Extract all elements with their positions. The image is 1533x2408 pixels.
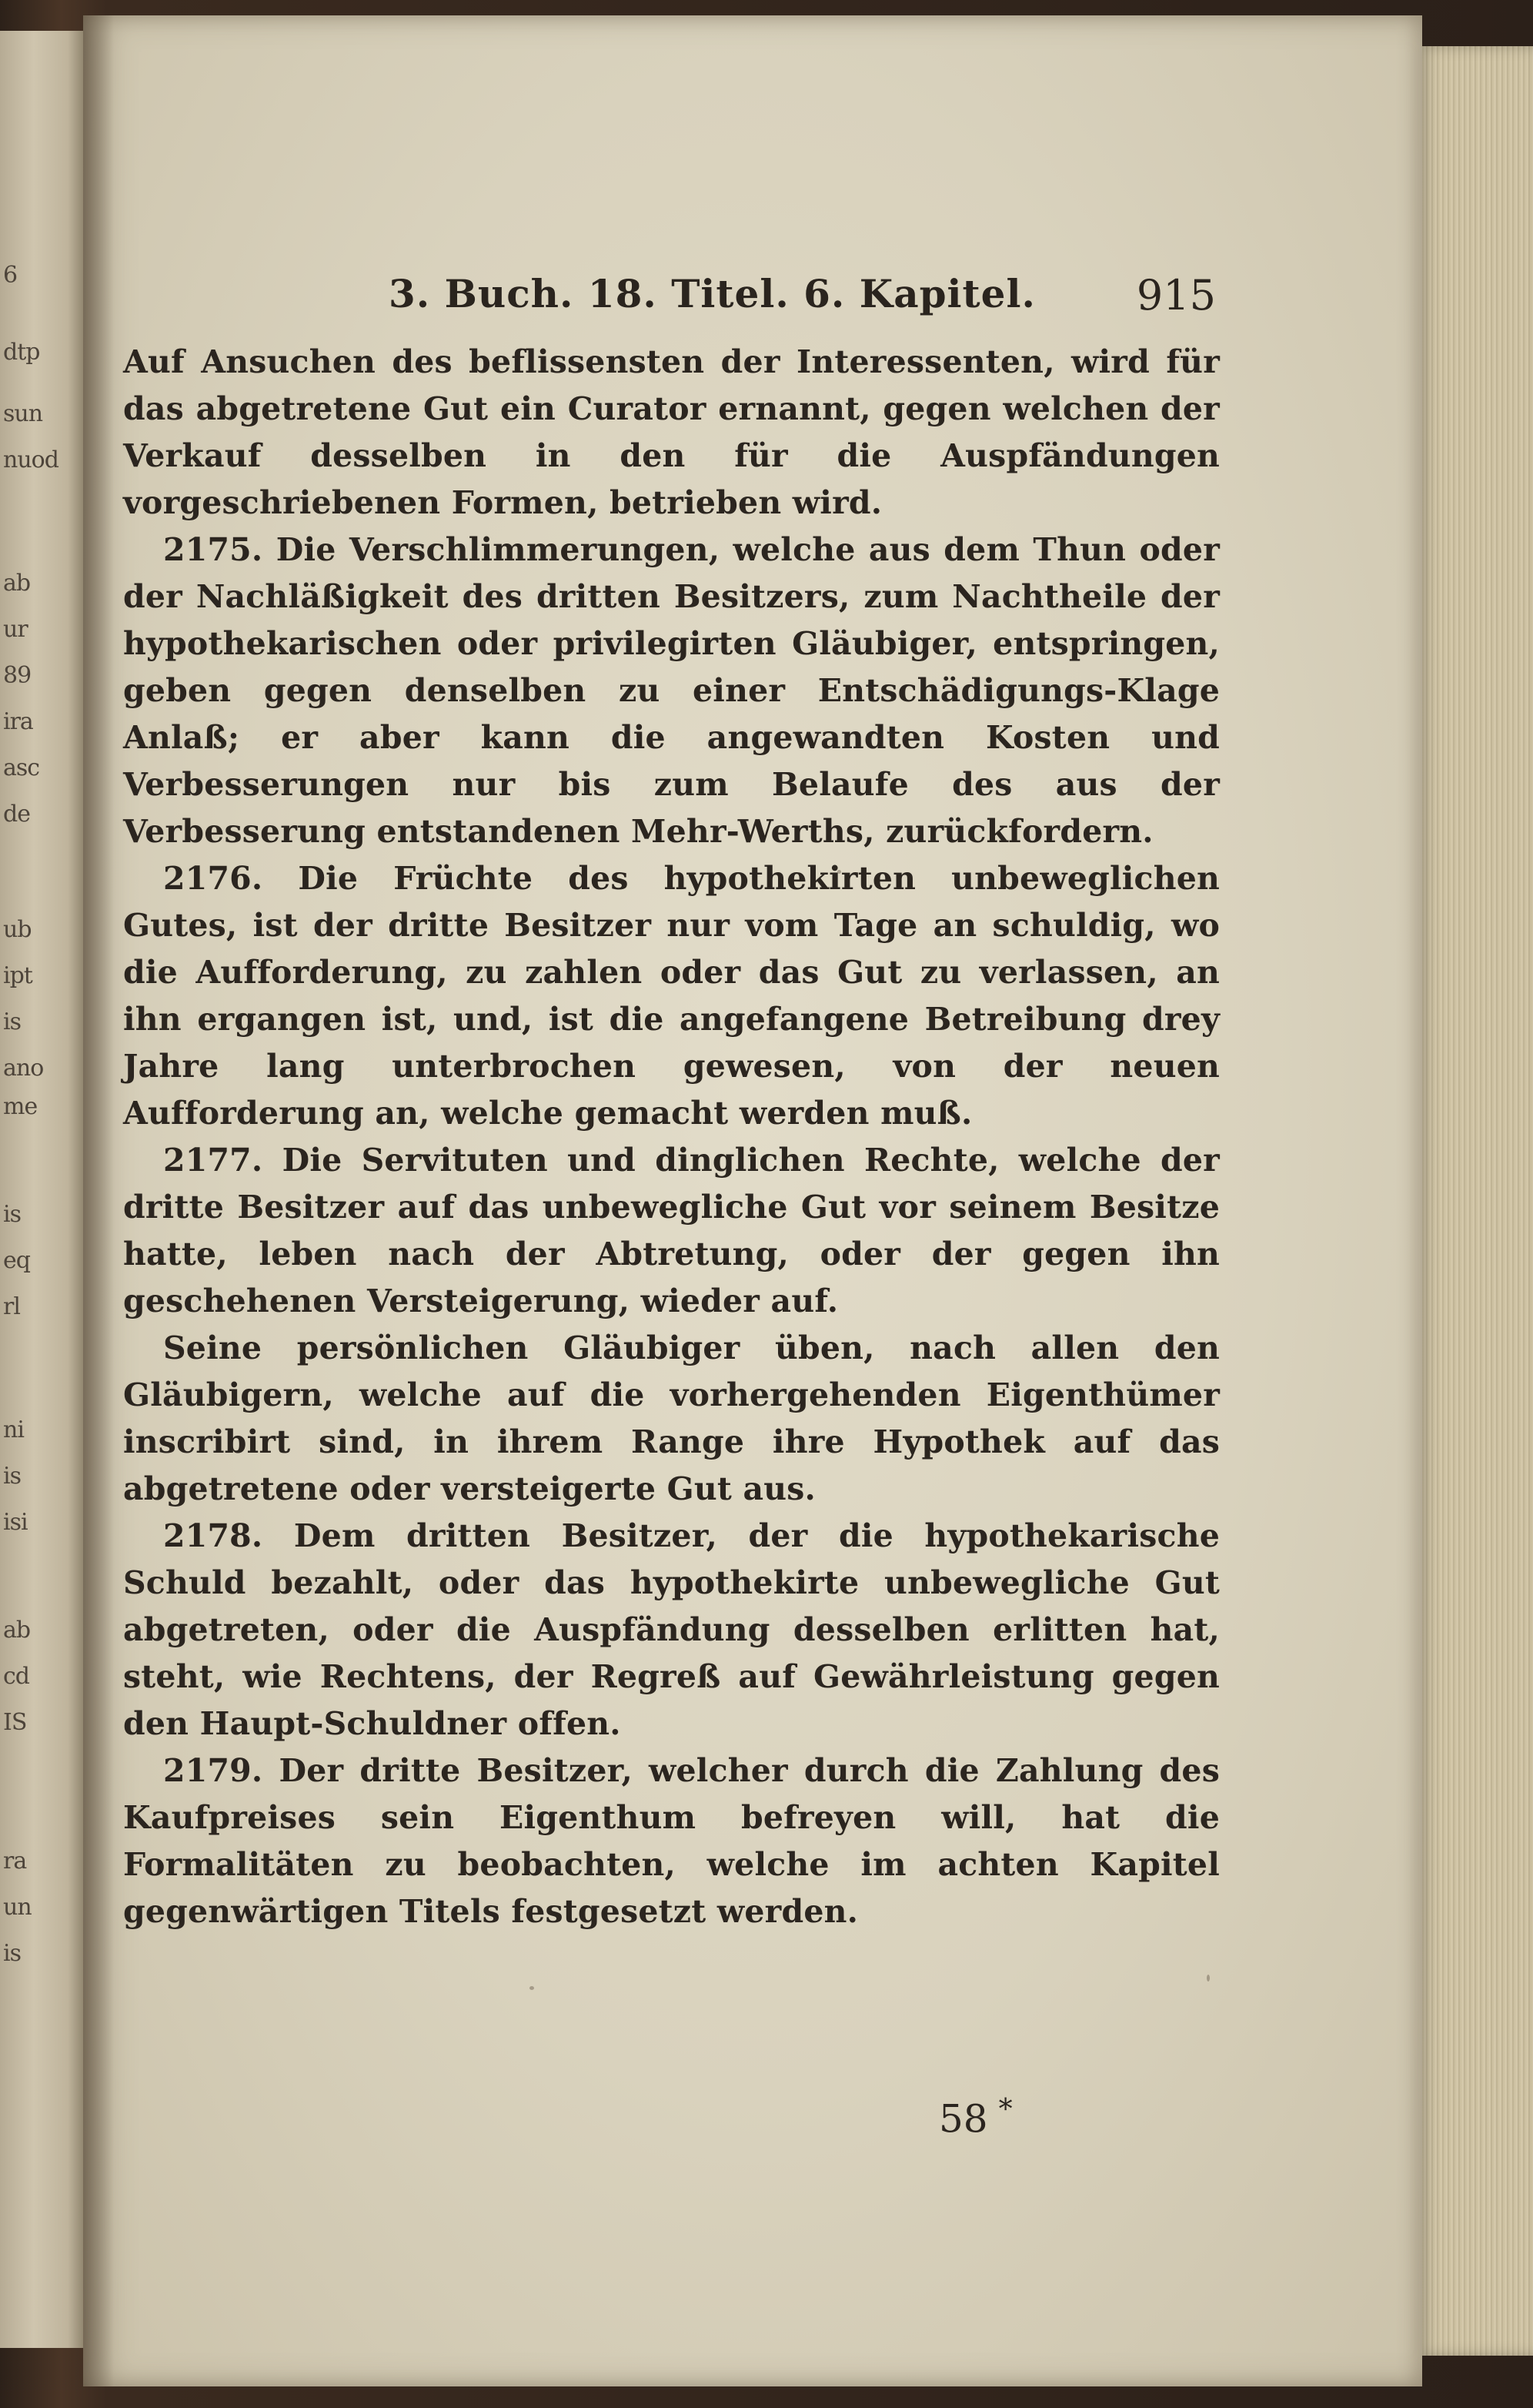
left-fragment: ab bbox=[3, 1617, 31, 1644]
left-fragment: IS bbox=[3, 1709, 27, 1736]
left-fragment: ano bbox=[3, 1055, 44, 1082]
signature-number: 58 bbox=[939, 2096, 988, 2142]
left-fragment: un bbox=[3, 1894, 32, 1921]
paper-speck bbox=[1207, 1975, 1210, 1982]
left-fragment: isi bbox=[3, 1509, 28, 1536]
left-fragment: 89 bbox=[3, 662, 32, 689]
left-fragment: dtp bbox=[3, 339, 40, 366]
page-number: 915 bbox=[1136, 271, 1216, 319]
left-fragment: rl bbox=[3, 1293, 20, 1320]
page-fore-edge bbox=[1418, 46, 1533, 2356]
left-fragment: de bbox=[3, 801, 30, 828]
left-page-sliver bbox=[0, 31, 85, 2348]
left-fragment: ira bbox=[3, 708, 33, 735]
gutter-shadow bbox=[83, 15, 114, 2386]
left-fragment: asc bbox=[3, 754, 40, 781]
running-head-title: 3. Buch. 18. Titel. 6. Kapitel. bbox=[389, 271, 1036, 316]
left-fragment: eq bbox=[3, 1247, 30, 1274]
left-fragment: nuod bbox=[3, 446, 58, 473]
left-fragment: is bbox=[3, 1201, 21, 1228]
left-fragment: ab bbox=[3, 570, 31, 597]
left-fragment: is bbox=[3, 1463, 21, 1490]
paragraph: 2176. Die Früchte des hypothekirten unbeweglichen Gutes, ist der dritte Besitzer nur vom Tage an schuldig, wo die Aufforderung, zu zahlen oder das Gut zu verlassen, an ihn ergangen ist, und, ist die angefangene Betreibung drey Jahre lang unterbrochen gewesen, von der neuen Aufforderung an, welche gemacht werden muß. bbox=[123, 860, 1220, 1132]
left-fragment: is bbox=[3, 1940, 21, 1967]
left-fragment: ub bbox=[3, 916, 32, 943]
signature-star: * bbox=[998, 2094, 1013, 2125]
left-fragment: ipt bbox=[3, 962, 32, 989]
left-fragment: ur bbox=[3, 616, 28, 643]
left-fragment: is bbox=[3, 1008, 21, 1035]
signature-mark bbox=[939, 2094, 1013, 2142]
left-fragment: ra bbox=[3, 1848, 27, 1875]
left-fragment: sun bbox=[3, 400, 43, 427]
paper-speck bbox=[529, 1986, 534, 1990]
left-fragment: cd bbox=[3, 1663, 30, 1690]
paragraph: Auf Ansuchen des beflissensten der Interessenten, wird für das abgetretene Gut ein Curator ernannt, gegen welchen der Verkauf desselben in den für die Auspfändungen vorgeschriebenen Formen, betrieben wird. bbox=[123, 343, 1220, 521]
paragraph: 2177. Die Servituten und dinglichen Rechte, welche der dritte Besitzer auf das unbewegliche Gut vor seinem Besitze hatte, leben nach der Abtretung, oder der gegen ihn geschehenen Versteigerung, wieder auf. bbox=[123, 1142, 1220, 1319]
running-head bbox=[273, 262, 1216, 323]
paragraph: 2178. Dem dritten Besitzer, der die hypothekarische Schuld bezahlt, oder das hypothekirte unbewegliche Gut abgetreten, oder die Auspfändung desselben erlitten hat, steht, wie Rechtens, der Regreß auf Gewährleistung gegen den Haupt-Schuldner offen. bbox=[123, 1517, 1220, 1742]
body-text bbox=[123, 339, 1220, 1935]
left-fragment: ni bbox=[3, 1416, 24, 1443]
paragraph: 2179. Der dritte Besitzer, welcher durch die Zahlung des Kaufpreises sein Eigenthum befreyen will, hat die Formalitäten zu beobachten, welche im achten Kapitel gegenwärtigen Titels festgesetzt werden. bbox=[123, 1752, 1220, 1930]
paragraph: 2175. Die Verschlimmerungen, welche aus dem Thun oder der Nachläßigkeit des dritten Besitzers, zum Nachtheile der hypothekarischen oder privilegirten Gläubiger, entspringen, geben gegen denselben zu einer Entschädigungs-Klage Anlaß; er aber kann die angewandten Kosten und Verbesserungen nur bis zum Belaufe des aus der Verbesserung entstandenen Mehr-Werths, zurückfordern. bbox=[123, 531, 1220, 850]
paragraph: Seine persönlichen Gläubiger üben, nach allen den Gläubigern, welche auf die vorhergehenden Eigenthümer inscribirt sind, in ihrem Range ihre Hypothek auf das abgetretene oder versteigerte Gut aus. bbox=[123, 1329, 1220, 1507]
left-fragment: me bbox=[3, 1093, 38, 1120]
left-fragment: 6 bbox=[3, 262, 18, 289]
